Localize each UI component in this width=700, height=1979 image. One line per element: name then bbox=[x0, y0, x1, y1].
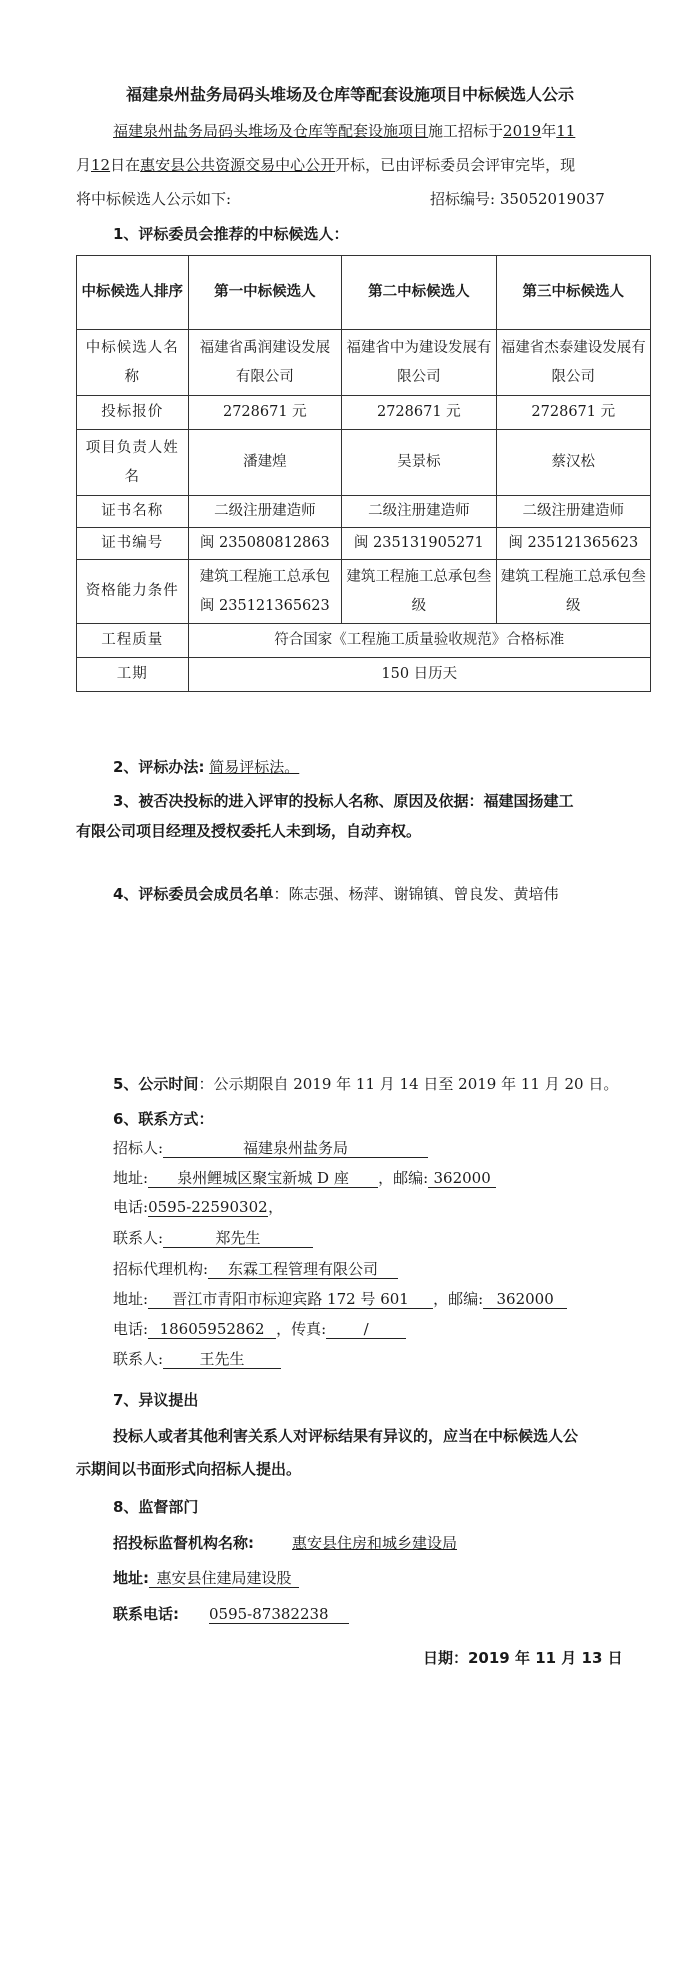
row-label: 资格能力条件 bbox=[77, 560, 189, 624]
cell: 福建省中为建设发展有限公司 bbox=[342, 330, 496, 396]
agency-zip-value: 362000 bbox=[483, 1290, 567, 1309]
agency-value: 东霖工程管理有限公司 bbox=[208, 1260, 398, 1279]
section-7-heading: 7、异议提出 bbox=[113, 1391, 199, 1409]
project-name: 福建泉州盐务局码头堆场及仓库等配套设施项目 bbox=[113, 122, 429, 140]
section-2-heading: 2、评标办法: bbox=[113, 758, 205, 776]
candidate-table bbox=[76, 255, 651, 692]
agency-phone-label: 电话: bbox=[113, 1320, 149, 1338]
cell: 蔡汉松 bbox=[496, 430, 650, 496]
cell: 建筑工程施工总承包叁级 bbox=[342, 560, 496, 624]
row-label: 项目负责人姓名 bbox=[77, 430, 189, 496]
agency-address-line bbox=[113, 1288, 567, 1309]
publicity-period: ：公示期限自 2019 年 11 月 14 日至 2019 年 11 月 20 日。 bbox=[198, 1075, 619, 1093]
page-title: 福建泉州盐务局码头堆场及仓库等配套设施项目中标候选人公示 bbox=[125, 85, 574, 104]
bid-number: 招标编号: 35052019037 bbox=[430, 190, 605, 208]
period-value: 150 日历天 bbox=[188, 658, 650, 692]
tenderer-address-line bbox=[113, 1167, 496, 1188]
cell: 2728671 元 bbox=[188, 396, 342, 430]
tenderer-phone-line bbox=[113, 1196, 283, 1217]
zip-value: 362000 bbox=[428, 1169, 496, 1188]
intro-month-unit: 月 bbox=[76, 156, 92, 174]
table-row bbox=[77, 560, 651, 624]
section-2 bbox=[113, 756, 299, 777]
section-5-heading: 5、公示时间 bbox=[113, 1075, 199, 1093]
intro-text: 施工招标于 bbox=[428, 122, 504, 140]
intro-line-3: 将中标候选人公示如下: bbox=[76, 190, 232, 208]
agency-line bbox=[113, 1258, 398, 1279]
contact-label: 联系人: bbox=[113, 1229, 164, 1247]
intro-year: 2019 bbox=[503, 122, 542, 140]
table-row bbox=[77, 528, 651, 560]
row-label: 证书编号 bbox=[77, 528, 189, 560]
cell: 二级注册建造师 bbox=[342, 496, 496, 528]
cell: 二级注册建造师 bbox=[188, 496, 342, 528]
supervision-org-line bbox=[113, 1532, 457, 1553]
section-6-heading: 6、联系方式： bbox=[113, 1110, 214, 1128]
cell: 二级注册建造师 bbox=[496, 496, 650, 528]
agency-contact-label: 联系人: bbox=[113, 1350, 164, 1368]
agency-zip-label: ，邮编: bbox=[433, 1290, 484, 1308]
agency-address-value: 晋江市青阳市标迎宾路 172 号 601 bbox=[148, 1290, 433, 1309]
header-first: 第一中标候选人 bbox=[188, 256, 342, 330]
section-4 bbox=[113, 883, 558, 904]
cell: 闽 235080812863 bbox=[188, 528, 342, 560]
header-ranking: 中标候选人排序 bbox=[77, 256, 189, 330]
fax-value: / bbox=[326, 1320, 406, 1339]
announcement-date: 日期：2019 年 11 月 13 日 bbox=[423, 1649, 623, 1667]
table-header-row bbox=[77, 256, 651, 330]
agency-address-label: 地址: bbox=[113, 1290, 149, 1308]
cell: 建筑工程施工总承包闽 235121365623 bbox=[188, 560, 342, 624]
supervision-phone-value: 0595-87382238 bbox=[209, 1605, 349, 1624]
section-1-heading: 1、评标委员会推荐的中标候选人： bbox=[113, 225, 349, 243]
section-3-line-1: 3、被否决投标的进入评审的投标人名称、原因及依据：福建国扬建工 bbox=[113, 792, 574, 810]
table-row bbox=[77, 496, 651, 528]
tenderer-line bbox=[113, 1137, 428, 1158]
supervision-org-label: 招投标监督机构名称: bbox=[113, 1534, 254, 1552]
agency-label: 招标代理机构: bbox=[113, 1260, 209, 1278]
table-row-quality bbox=[77, 624, 651, 658]
contact-value: 郑先生 bbox=[163, 1229, 313, 1248]
quality-value: 符合国家《工程施工质量验收规范》合格标准 bbox=[188, 624, 650, 658]
tenderer-contact-line bbox=[113, 1227, 313, 1248]
table-row-period bbox=[77, 658, 651, 692]
committee-members: ：陈志强、杨萍、谢锦镇、曾良发、黄培伟 bbox=[273, 885, 559, 903]
intro-line-1 bbox=[113, 120, 575, 141]
supervision-address-value: 惠安县住建局建设股 bbox=[149, 1569, 299, 1588]
cell: 福建省杰泰建设发展有限公司 bbox=[496, 330, 650, 396]
fax-label: ，传真: bbox=[276, 1320, 327, 1338]
header-third: 第三中标候选人 bbox=[496, 256, 650, 330]
intro-venue: 惠安县公共资源交易中心公开 bbox=[140, 156, 336, 174]
supervision-phone-label: 联系电话: bbox=[113, 1605, 179, 1623]
cell: 2728671 元 bbox=[496, 396, 650, 430]
address-label: 地址: bbox=[113, 1169, 149, 1187]
row-label: 工期 bbox=[77, 658, 189, 692]
section-4-heading: 4、评标委员会成员名单 bbox=[113, 885, 274, 903]
phone-tail: ， bbox=[268, 1198, 284, 1216]
intro-day-unit: 日在 bbox=[110, 156, 141, 174]
cell: 吴景标 bbox=[342, 430, 496, 496]
agency-contact-value: 王先生 bbox=[163, 1350, 281, 1369]
table-row bbox=[77, 330, 651, 396]
header-second: 第二中标候选人 bbox=[342, 256, 496, 330]
cell: 建筑工程施工总承包叁级 bbox=[496, 560, 650, 624]
cell: 福建省禹润建设发展有限公司 bbox=[188, 330, 342, 396]
zip-label: ，邮编: bbox=[378, 1169, 429, 1187]
agency-phone-value: 18605952862 bbox=[148, 1320, 276, 1339]
row-label: 证书名称 bbox=[77, 496, 189, 528]
section-7-line-2: 示期间以书面形式向招标人提出。 bbox=[76, 1460, 302, 1478]
section-8-heading: 8、监督部门 bbox=[113, 1498, 199, 1516]
intro-month: 11 bbox=[556, 122, 576, 140]
phone-label: 电话: bbox=[113, 1198, 149, 1216]
section-5 bbox=[113, 1073, 618, 1094]
cell: 闽 235121365623 bbox=[496, 528, 650, 560]
row-label: 投标报价 bbox=[77, 396, 189, 430]
evaluation-method: 简易评标法。 bbox=[209, 758, 300, 776]
supervision-org-value: 惠安县住房和城乡建设局 bbox=[292, 1534, 458, 1552]
agency-contact-line bbox=[113, 1348, 281, 1369]
cell: 2728671 元 bbox=[342, 396, 496, 430]
agency-phone-line bbox=[113, 1318, 406, 1339]
tenderer-label: 招标人: bbox=[113, 1139, 164, 1157]
supervision-address-line bbox=[113, 1567, 299, 1588]
address-value: 泉州鲤城区聚宝新城 D 座 bbox=[148, 1169, 378, 1188]
phone-value: 0595-22590302 bbox=[148, 1198, 268, 1216]
intro-rest: 开标，已由评标委员会评审完毕，现 bbox=[335, 156, 576, 174]
intro-day: 12 bbox=[91, 156, 111, 174]
intro-year-unit: 年 bbox=[541, 122, 557, 140]
intro-line-2 bbox=[76, 154, 575, 175]
cell: 闽 235131905271 bbox=[342, 528, 496, 560]
table-row bbox=[77, 430, 651, 496]
section-7-line-1: 投标人或者其他利害关系人对评标结果有异议的，应当在中标候选人公 bbox=[113, 1427, 579, 1445]
tenderer-value: 福建泉州盐务局 bbox=[163, 1139, 428, 1158]
section-3-line-2: 有限公司项目经理及授权委托人未到场，自动弃权。 bbox=[76, 822, 422, 840]
supervision-address-label: 地址: bbox=[113, 1569, 149, 1587]
row-label: 中标候选人名称 bbox=[77, 330, 189, 396]
cell: 潘建煌 bbox=[188, 430, 342, 496]
supervision-phone-line bbox=[113, 1603, 349, 1624]
row-label: 工程质量 bbox=[77, 624, 189, 658]
table-row bbox=[77, 396, 651, 430]
